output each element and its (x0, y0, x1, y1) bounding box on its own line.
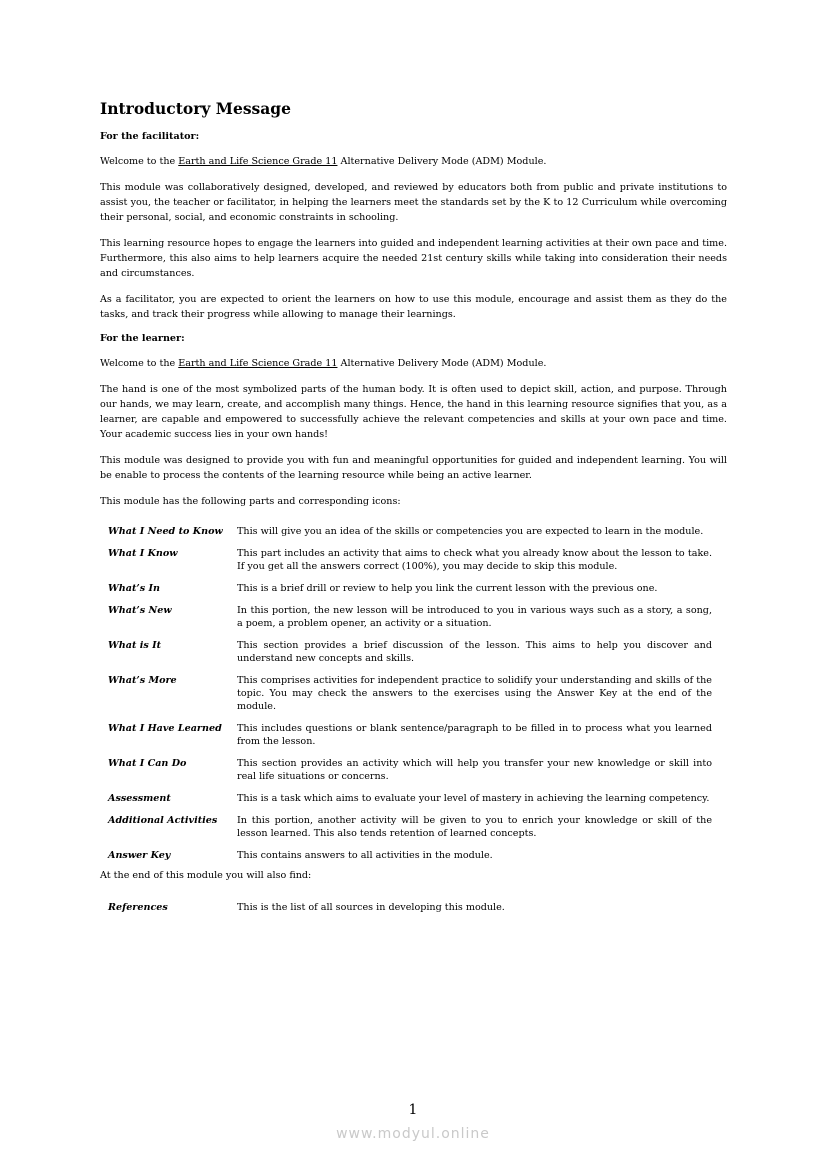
part-description: This section provides a brief discussion of the lesson. This aims to help you discover and understand new concepts and skills. (237, 640, 712, 664)
facilitator-paragraph-1: This module was collaboratively designed, developed, and reviewed by educators both from public and private institutions to assist you, the teacher or facilitator, in helping the learners meet the standards set by the K to 12 Curriculum while overcoming their personal, social, and economic constraints in schooling. (100, 182, 727, 223)
part-name: What is It (108, 640, 162, 651)
part-name: What I Know (108, 548, 178, 559)
watermark: www.modyul.online (336, 1126, 490, 1142)
part-description: This is a task which aims to evaluate your level of mastery in achieving the learning competency. (237, 793, 710, 804)
learner-paragraph-1: The hand is one of the most symbolized parts of the human body. It is often used to depict skill, action, and purpose. Through our hands, we may learn, create, and accomplish many things. Hence, the hand in this learning resource signifies that you, as a learner, are capable and empowered to successfully achieve the relevant competencies and skills at your own pace and time. Your academic success lies in your own hands! (100, 384, 727, 440)
part-name: Additional Activities (108, 815, 218, 826)
module-part-row-references (100, 901, 727, 914)
part-name: References (108, 902, 168, 913)
module-part-row (100, 674, 727, 713)
part-description: This will give you an idea of the skills or competencies you are expected to learn in the module. (237, 526, 704, 537)
module-part-row (100, 582, 727, 595)
module-part-row (100, 547, 727, 573)
part-name: What I Can Do (108, 758, 187, 769)
part-name: What I Have Learned (108, 723, 222, 734)
part-description: In this portion, the new lesson will be introduced to you in various ways such as a story, a song, a poem, a problem opener, an activity or a situation. (237, 605, 712, 629)
part-description: This part includes an activity that aims to check what you already know about the lesson to take. If you get all the answers correct (100%), you may decide to skip this module. (237, 548, 712, 572)
part-description: This section provides an activity which will help you transfer your new knowledge or skill into real life situations or concerns. (237, 758, 712, 782)
part-description: This comprises activities for independent practice to solidify your understanding and skills of the topic. You may check the answers to the exercises using the Answer Key at the end of the module. (237, 675, 712, 712)
module-part-row (100, 792, 727, 805)
learner-welcome: Welcome to the Earth and Life Science Grade 11 Alternative Delivery Mode (ADM) Module. (100, 358, 547, 369)
part-description: This contains answers to all activities in the module. (237, 850, 493, 861)
part-name: What I Need to Know (108, 526, 223, 537)
part-description: This is the list of all sources in developing this module. (237, 902, 505, 913)
facilitator-paragraph-2: This learning resource hopes to engage the learners into guided and independent learning activities at their own pace and time. Furthermore, this also aims to help learners acquire the needed 21st century skills while taking into consideration their needs and circumstances. (100, 238, 727, 279)
module-title-underlined: Earth and Life Science Grade 11 (178, 156, 338, 167)
document-page (100, 99, 727, 923)
learner-paragraph-2: This module was designed to provide you with fun and meaningful opportunities for guided and independent learning. You will be enable to process the contents of the learning resource while being an active learner. (100, 455, 727, 481)
page-number: 1 (408, 1102, 418, 1118)
module-part-row (100, 757, 727, 783)
module-part-row (100, 525, 727, 538)
end-of-module-intro: At the end of this module you will also find: (100, 870, 312, 881)
learner-heading: For the learner: (100, 333, 185, 344)
facilitator-paragraph-3: As a facilitator, you are expected to orient the learners on how to use this module, encourage and assist them as they do the tasks, and track their progress while allowing to manage their learnings. (100, 294, 727, 320)
part-name: What’s New (108, 605, 172, 616)
page-title: Introductory Message (100, 99, 292, 118)
part-name: Answer Key (108, 850, 171, 861)
part-name: Assessment (108, 793, 171, 804)
module-part-row (100, 814, 727, 840)
part-description: This includes questions or blank sentence/paragraph to be filled in to process what you learned from the lesson. (237, 723, 712, 747)
module-part-row (100, 604, 727, 630)
facilitator-heading: For the facilitator: (100, 131, 200, 142)
module-part-row (100, 849, 727, 862)
module-part-row (100, 639, 727, 665)
part-name: What’s More (108, 675, 177, 686)
part-description: In this portion, another activity will be given to you to enrich your knowledge or skill of the lesson learned. This also tends retention of learned concepts. (237, 815, 712, 839)
part-description: This is a brief drill or review to help you link the current lesson with the previous one. (237, 583, 658, 594)
module-part-row (100, 722, 727, 748)
facilitator-welcome: Welcome to the Earth and Life Science Grade 11 Alternative Delivery Mode (ADM) Module. (100, 156, 547, 167)
learner-paragraph-3: This module has the following parts and corresponding icons: (100, 496, 401, 507)
module-parts-list (100, 525, 727, 862)
part-name: What’s In (108, 583, 160, 594)
module-title-underlined: Earth and Life Science Grade 11 (178, 358, 338, 369)
